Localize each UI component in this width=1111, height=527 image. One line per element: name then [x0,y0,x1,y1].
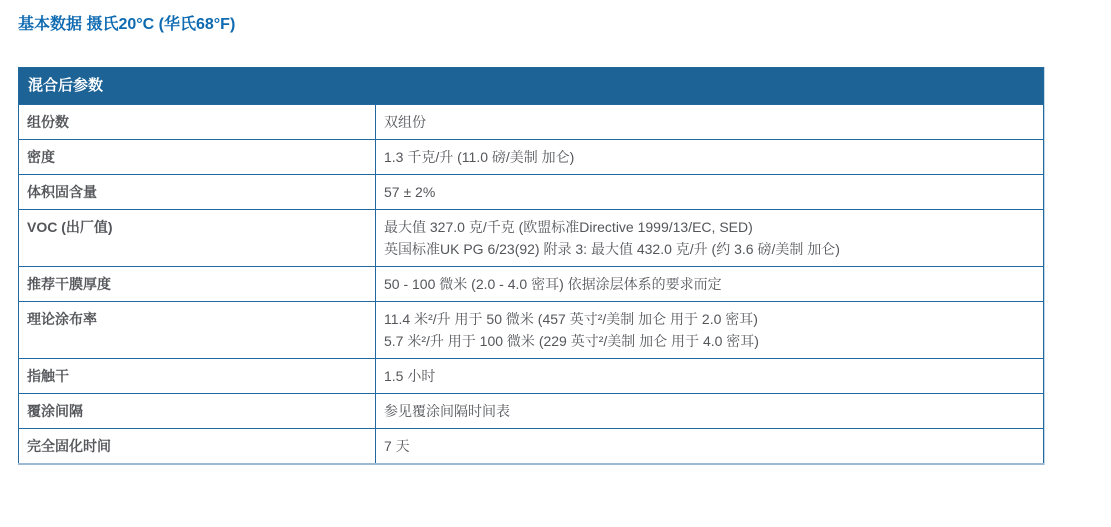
table-header-row [19,68,1044,105]
table-row [19,267,1044,302]
row-value [376,267,1044,302]
value-line: 7 天 [384,438,410,454]
value-line: 57 ± 2% [384,184,436,200]
mixed-parameters-table [18,67,1044,465]
table-row [19,210,1044,267]
row-label: 推荐干膜厚度 [19,267,376,302]
table-row [19,302,1044,359]
row-label: 理论涂布率 [19,302,376,359]
value-line: 50 - 100 微米 (2.0 - 4.0 密耳) 依据涂层体系的要求而定 [384,276,722,292]
row-label: VOC (出厂值) [19,210,376,267]
row-value [376,394,1044,429]
table-row [19,175,1044,210]
row-value [376,429,1044,465]
table-body [19,105,1044,465]
page-title: 基本数据 摄氏20°C (华氏68°F) [18,16,236,33]
row-label: 覆涂间隔 [19,394,376,429]
value-line: 最大值 327.0 克/千克 (欧盟标准Directive 1999/13/EC, SED) [384,219,753,235]
table-row [19,394,1044,429]
value-line: 参见覆涂间隔时间表 [384,403,510,419]
table-row [19,429,1044,465]
value-line: 11.4 米²/升 用于 50 微米 (457 英寸²/美制 加仑 用于 2.0 密耳) [384,311,758,327]
row-value [376,210,1044,267]
row-value [376,175,1044,210]
value-line: 1.5 小时 [384,368,436,384]
row-value [376,302,1044,359]
row-value [376,105,1044,140]
row-value [376,359,1044,394]
row-label: 完全固化时间 [19,429,376,465]
table-row [19,140,1044,175]
row-label: 体积固含量 [19,175,376,210]
row-label: 组份数 [19,105,376,140]
row-value [376,140,1044,175]
value-line: 1.3 千克/升 (11.0 磅/美制 加仑) [384,149,575,165]
value-line: 5.7 米²/升 用于 100 微米 (229 英寸²/美制 加仑 用于 4.0 密耳) [384,333,759,349]
row-label: 指触干 [19,359,376,394]
row-label: 密度 [19,140,376,175]
table-row [19,359,1044,394]
value-line: 双组份 [384,114,426,130]
value-line: 英国标准UK PG 6/23(92) 附录 3: 最大值 432.0 克/升 (约 3.6 磅/美制 加仑) [384,241,840,257]
table-header: 混合后参数 [19,68,1044,105]
table-row [19,105,1044,140]
